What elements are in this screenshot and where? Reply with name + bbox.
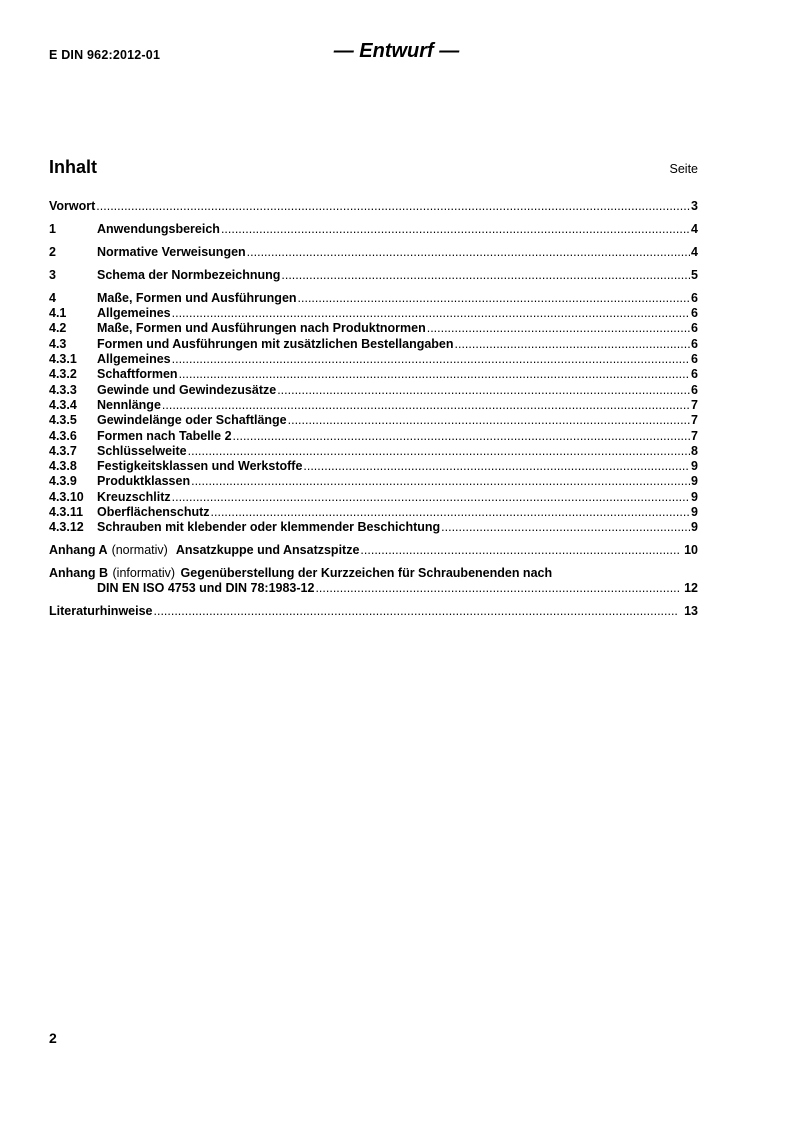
toc-entry-vorwort[interactable] [49,199,698,214]
annex-a-kind: (normativ) [111,543,168,558]
toc-entry-number: 4.3.5 [49,413,77,428]
toc-title: Inhalt [49,157,97,177]
annex-b-label-line2: DIN EN ISO 4753 und DIN 78:1983-12 [97,581,315,596]
toc-entry-page: 4 [691,222,698,237]
toc-entry-label: Nennlänge [97,397,161,412]
toc-entry[interactable] [49,321,698,336]
toc-entry-number: 2 [49,245,56,260]
toc-leader [360,543,679,558]
toc-entry-number: 4.1 [49,306,67,321]
literature-label: Literaturhinweise [49,604,153,619]
toc-entry-page: 9 [691,520,698,535]
toc-entry-page: 6 [691,321,698,336]
toc-entry-number: 4 [49,290,56,305]
annex-a-label: Ansatzkuppe und Ansatzspitze [175,543,360,558]
toc-leader [247,245,690,260]
toc-entry-number: 4.3.1 [49,352,77,367]
toc-entry-literature[interactable] [49,604,698,619]
toc-entry[interactable] [49,382,698,397]
toc-leader [427,321,690,336]
toc-entry-page: 6 [691,352,698,367]
toc-entry-label: Schlüsselweite [97,443,187,458]
toc-entry-annex-b[interactable] [49,566,698,581]
toc-entry-number: 1 [49,222,56,237]
toc-leader [277,383,690,398]
annex-a-page: 10 [684,543,698,558]
toc-entry-number: 4.3.6 [49,428,77,443]
header-draft-mark: — Entwurf — [333,40,460,62]
page-column-label: Seite [669,162,698,176]
toc-entry[interactable] [49,489,698,504]
toc-leader [281,268,690,283]
toc-heading [49,157,698,183]
toc-entry-label: Schrauben mit klebender oder klemmender Beschichtung [97,520,441,535]
toc-entry-number: 4.3.10 [49,489,84,504]
toc-entry[interactable] [49,474,698,489]
toc-entry-label: Vorwort [49,199,96,214]
toc-entry[interactable] [49,306,698,321]
toc-leader [315,581,679,596]
header-doc-id: E DIN 962:2012-01 [49,48,161,62]
toc-leader [288,413,690,428]
annex-b-prefix: Anhang B [49,565,109,580]
toc-leader [441,520,690,535]
toc-entry[interactable] [49,222,698,237]
toc-entry-page: 9 [691,505,698,520]
toc-entry-number: 4.3 [49,336,67,351]
toc-entry-label: Maße, Formen und Ausführungen [97,290,297,305]
literature-page: 13 [684,604,698,619]
toc-entry[interactable] [49,444,698,459]
toc-entry[interactable] [49,505,698,520]
toc-leader [154,604,680,619]
toc-leader [172,490,690,505]
toc-entry[interactable] [49,398,698,413]
toc-entry-number: 4.3.2 [49,367,77,382]
toc-entry-label: Produktklassen [97,474,191,489]
toc-leader [188,444,690,459]
toc-entry-page: 4 [691,245,698,260]
toc-entry-page: 7 [691,413,698,428]
toc-entry-page: 9 [691,474,698,489]
toc-entry-page: 6 [691,367,698,382]
toc-entry-page: 8 [691,443,698,458]
annex-a-prefix: Anhang A [49,543,108,558]
annex-b-page: 12 [684,581,698,596]
toc-entry-page: 9 [691,489,698,504]
toc-entry[interactable] [49,367,698,382]
toc-entry[interactable] [49,428,698,443]
toc-entry-number: 4.3.4 [49,397,77,412]
toc-entry-label: Kreuzschlitz [97,489,171,504]
toc-entry[interactable] [49,245,698,260]
toc-entry-label: Maße, Formen und Ausführungen nach Produktnormen [97,321,426,336]
toc-entry[interactable] [49,459,698,474]
toc-entry-number: 4.3.3 [49,382,77,397]
toc-entry-number: 4.3.11 [49,505,84,520]
toc-leader [221,222,690,237]
toc-entry-page: 6 [691,336,698,351]
toc-entry-number: 3 [49,267,56,282]
toc-leader [233,429,691,444]
toc-entry-number: 4.3.12 [49,520,84,535]
toc-leader [455,337,691,352]
toc-entry-label: Normative Verweisungen [97,245,246,260]
toc-entry-page: 5 [691,267,698,282]
toc-entry-label: Schaftformen [97,367,178,382]
toc-entry[interactable] [49,520,698,535]
page-number: 2 [49,1030,57,1046]
toc-entry-label: Gewindelänge oder Schaftlänge [97,413,287,428]
toc-entry-page: 3 [691,199,698,214]
toc-entry[interactable] [49,352,698,367]
toc-leader [211,505,691,520]
toc-entry-page: 6 [691,382,698,397]
toc-entry-label: Allgemeines [97,306,171,321]
toc-entry-label: Formen und Ausführungen mit zusätzlichen Bestellangaben [97,336,454,351]
toc-leader [172,352,690,367]
toc-entry-annex-b-cont[interactable] [49,581,698,596]
toc-entry[interactable] [49,413,698,428]
toc-entry-number: 4.3.8 [49,459,77,474]
toc-entry[interactable] [49,336,698,351]
toc-entry-label: Formen nach Tabelle 2 [97,428,232,443]
toc-leader [298,291,691,306]
toc-entry-number: 4.3.7 [49,443,77,458]
toc-entry-number: 4.3.9 [49,474,77,489]
toc-entry-page: 7 [691,428,698,443]
toc-entry-number: 4.2 [49,321,67,336]
toc-entry-label: Gewinde und Gewindezusätze [97,382,277,397]
toc-entry-page: 7 [691,397,698,412]
toc-leader [162,398,690,413]
toc-entry[interactable] [49,291,698,306]
toc-entry-label: Allgemeines [97,352,171,367]
toc-entry-page: 6 [691,306,698,321]
toc-entry-label: Festigkeitsklassen und Werkstoffe [97,459,303,474]
toc-entry-page: 9 [691,459,698,474]
annex-b-kind: (informativ) [112,565,176,580]
table-of-contents [49,199,698,619]
toc-entry-label: Schema der Normbezeichnung [97,267,281,282]
toc-leader [191,474,690,489]
toc-leader [172,306,690,321]
toc-entry-page: 6 [691,290,698,305]
toc-entry-label: Oberflächenschutz [97,505,210,520]
toc-entry-annex-a[interactable] [49,543,698,558]
toc-leader [96,199,690,214]
toc-entry-label: Anwendungsbereich [97,222,220,237]
toc-entry[interactable] [49,268,698,283]
annex-b-label-line1: Gegenüberstellung der Kurzzeichen für Schraubenenden nach [180,565,553,580]
toc-leader [179,367,690,382]
toc-leader [303,459,690,474]
